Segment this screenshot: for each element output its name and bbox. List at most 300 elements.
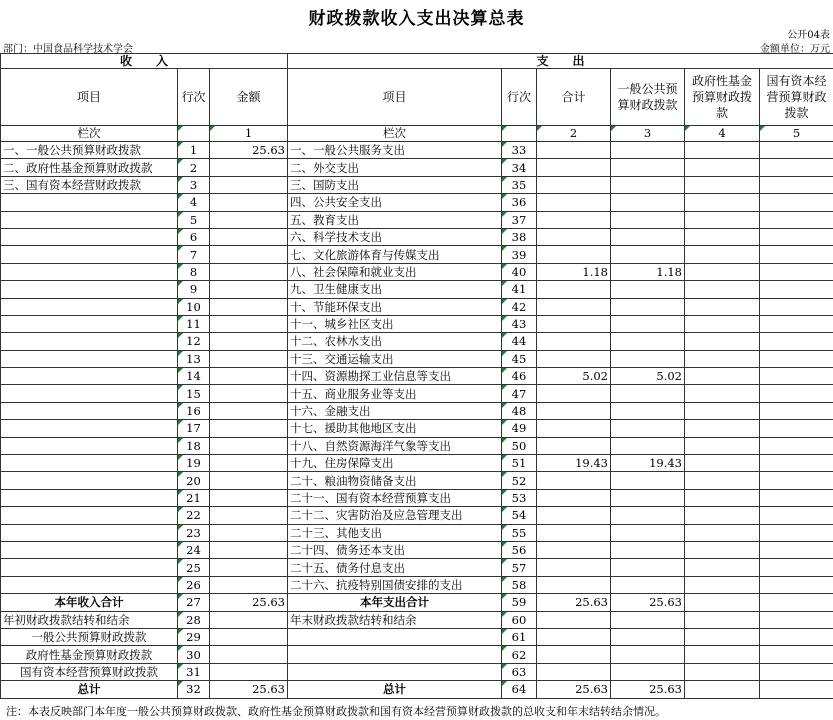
expense-fund <box>685 385 760 402</box>
expense-general <box>611 194 685 211</box>
income-item: 三、国有资本经营财政拨款 <box>1 176 178 193</box>
income-line-no: 4 <box>178 194 210 211</box>
expense-line-no: 63 <box>502 663 537 680</box>
expense-general <box>611 507 685 524</box>
income-amount <box>210 489 288 506</box>
expense-fund <box>685 333 760 350</box>
expense-fund <box>685 472 760 489</box>
table-row <box>1 333 833 350</box>
col-header-exp-item: 项目 <box>288 69 502 126</box>
income-item <box>1 315 178 332</box>
expense-state <box>760 194 833 211</box>
income-line-no: 7 <box>178 246 210 263</box>
income-item: 总计 <box>1 681 178 698</box>
expense-state <box>760 333 833 350</box>
expense-total <box>537 176 611 193</box>
expense-state <box>760 663 833 680</box>
income-item <box>1 576 178 593</box>
expense-total <box>537 541 611 558</box>
expense-general <box>611 576 685 593</box>
lanci-col-2: 2 <box>537 126 611 142</box>
income-amount <box>210 437 288 454</box>
income-line-no: 20 <box>178 472 210 489</box>
income-item: 本年收入合计 <box>1 594 178 611</box>
income-amount: 25.63 <box>210 681 288 698</box>
carryover-row <box>1 628 833 645</box>
expense-total <box>537 194 611 211</box>
expense-fund <box>685 437 760 454</box>
income-amount <box>210 420 288 437</box>
income-item <box>1 489 178 506</box>
expense-state <box>760 559 833 576</box>
expense-total <box>537 246 611 263</box>
income-amount <box>210 541 288 558</box>
income-line-no: 28 <box>178 611 210 628</box>
expense-total <box>537 142 611 159</box>
lanci-blank <box>178 126 210 142</box>
expense-fund <box>685 211 760 228</box>
expense-general <box>611 420 685 437</box>
income-item <box>1 263 178 280</box>
unit-label: 金额单位：万元 <box>760 44 830 55</box>
expense-general <box>611 159 685 176</box>
income-line-no: 30 <box>178 646 210 663</box>
income-amount <box>210 228 288 245</box>
year-total-row <box>1 594 833 611</box>
income-amount <box>210 576 288 593</box>
carryover-row <box>1 646 833 663</box>
expense-total <box>537 507 611 524</box>
col-header-amount: 金额 <box>210 69 288 126</box>
table-row <box>1 298 833 315</box>
income-amount <box>210 455 288 472</box>
expense-state <box>760 142 833 159</box>
expense-general <box>611 315 685 332</box>
income-line-no: 16 <box>178 402 210 419</box>
income-item <box>1 350 178 367</box>
income-line-no: 2 <box>178 159 210 176</box>
income-item <box>1 228 178 245</box>
income-amount <box>210 402 288 419</box>
expense-general: 25.63 <box>611 681 685 698</box>
income-item <box>1 281 178 298</box>
expense-fund <box>685 263 760 280</box>
expense-fund <box>685 611 760 628</box>
expense-fund <box>685 246 760 263</box>
expense-fund <box>685 681 760 698</box>
income-line-no: 6 <box>178 228 210 245</box>
income-line-no: 32 <box>178 681 210 698</box>
expense-total <box>537 211 611 228</box>
expense-item: 十、节能环保支出 <box>288 298 502 315</box>
expense-state <box>760 159 833 176</box>
income-amount <box>210 211 288 228</box>
expense-fund <box>685 142 760 159</box>
income-line-no: 10 <box>178 298 210 315</box>
income-item <box>1 402 178 419</box>
col-header-fund: 政府性基金预算财政拨款 <box>685 69 760 126</box>
expense-total <box>537 489 611 506</box>
expense-fund <box>685 350 760 367</box>
table-row <box>1 524 833 541</box>
expense-fund <box>685 159 760 176</box>
expense-line-no: 50 <box>502 437 537 454</box>
income-line-no: 14 <box>178 368 210 385</box>
lanci-exp-blank <box>502 126 537 142</box>
expense-general <box>611 628 685 645</box>
table-row <box>1 194 833 211</box>
income-item <box>1 524 178 541</box>
expense-fund <box>685 507 760 524</box>
expense-total <box>537 611 611 628</box>
expense-general <box>611 559 685 576</box>
expense-line-no: 51 <box>502 455 537 472</box>
budget-table <box>0 53 833 699</box>
table-row <box>1 211 833 228</box>
expense-total <box>537 402 611 419</box>
expense-line-no: 37 <box>502 211 537 228</box>
income-item <box>1 420 178 437</box>
expense-general <box>611 246 685 263</box>
table-row <box>1 142 833 159</box>
expense-state <box>760 437 833 454</box>
column-header-row <box>1 69 833 126</box>
income-amount <box>210 194 288 211</box>
expense-item: 九、卫生健康支出 <box>288 281 502 298</box>
income-line-no: 11 <box>178 315 210 332</box>
expense-state <box>760 176 833 193</box>
expense-total <box>537 420 611 437</box>
income-item <box>1 437 178 454</box>
expense-item <box>288 628 502 645</box>
expense-state <box>760 646 833 663</box>
income-item <box>1 472 178 489</box>
expense-general: 19.43 <box>611 455 685 472</box>
expense-general <box>611 333 685 350</box>
income-line-no: 9 <box>178 281 210 298</box>
expense-total: 1.18 <box>537 263 611 280</box>
income-amount <box>210 281 288 298</box>
expense-item: 十四、资源勘探工业信息等支出 <box>288 368 502 385</box>
income-amount <box>210 611 288 628</box>
expense-item: 二十二、灾害防治及应急管理支出 <box>288 507 502 524</box>
expense-line-no: 46 <box>502 368 537 385</box>
expense-general <box>611 472 685 489</box>
expense-general: 1.18 <box>611 263 685 280</box>
footnote: 注：本表反映部门本年度一般公共预算财政拨款、政府性基金预算财政拨款和国有资本经营预算财政拨款的总收支和年末结转结余情况。 <box>6 705 666 718</box>
expense-line-no: 62 <box>502 646 537 663</box>
expense-line-no: 54 <box>502 507 537 524</box>
income-line-no: 21 <box>178 489 210 506</box>
expense-item: 二十、粮油物资储备支出 <box>288 472 502 489</box>
expense-state <box>760 611 833 628</box>
expense-general <box>611 663 685 680</box>
expense-line-no: 58 <box>502 576 537 593</box>
expense-state <box>760 281 833 298</box>
expense-fund <box>685 368 760 385</box>
expense-total <box>537 350 611 367</box>
expense-item: 六、科学技术支出 <box>288 228 502 245</box>
expense-item: 十八、自然资源海洋气象等支出 <box>288 437 502 454</box>
carryover-row <box>1 663 833 680</box>
expense-total <box>537 663 611 680</box>
expense-item: 十二、农林水支出 <box>288 333 502 350</box>
income-line-no: 13 <box>178 350 210 367</box>
income-amount <box>210 159 288 176</box>
expense-fund <box>685 559 760 576</box>
expense-fund <box>685 524 760 541</box>
expense-item: 四、公共安全支出 <box>288 194 502 211</box>
expense-total <box>537 472 611 489</box>
income-amount <box>210 246 288 263</box>
col-header-general: 一般公共预算财政拨款 <box>611 69 685 126</box>
table-row <box>1 159 833 176</box>
table-row <box>1 263 833 280</box>
expense-state <box>760 385 833 402</box>
expense-general <box>611 437 685 454</box>
expense-item: 二、外交支出 <box>288 159 502 176</box>
lanci-exp-label: 栏次 <box>288 126 502 142</box>
income-item: 一般公共预算财政拨款 <box>1 628 178 645</box>
expense-line-no: 42 <box>502 298 537 315</box>
expense-line-no: 45 <box>502 350 537 367</box>
expense-state <box>760 455 833 472</box>
expense-total: 25.63 <box>537 681 611 698</box>
expense-item: 十七、援助其他地区支出 <box>288 420 502 437</box>
expense-total: 5.02 <box>537 368 611 385</box>
expense-line-no: 33 <box>502 142 537 159</box>
lanci-label: 栏次 <box>1 126 178 142</box>
expense-fund <box>685 576 760 593</box>
expense-total <box>537 628 611 645</box>
expense-total: 19.43 <box>537 455 611 472</box>
table-row <box>1 385 833 402</box>
expense-line-no: 59 <box>502 594 537 611</box>
expense-state <box>760 472 833 489</box>
income-amount <box>210 176 288 193</box>
expense-state <box>760 211 833 228</box>
expense-line-no: 36 <box>502 194 537 211</box>
income-amount <box>210 385 288 402</box>
expense-general <box>611 611 685 628</box>
income-amount <box>210 350 288 367</box>
expense-state <box>760 263 833 280</box>
expense-item: 十九、住房保障支出 <box>288 455 502 472</box>
income-amount <box>210 663 288 680</box>
table-row <box>1 420 833 437</box>
lanci-row <box>1 126 833 142</box>
expense-general <box>611 541 685 558</box>
col-header-total: 合计 <box>537 69 611 126</box>
income-line-no: 19 <box>178 455 210 472</box>
lanci-col-5: 5 <box>760 126 833 142</box>
expense-general <box>611 298 685 315</box>
expense-item <box>288 646 502 663</box>
expense-state <box>760 576 833 593</box>
income-item <box>1 194 178 211</box>
expense-item: 十五、商业服务业等支出 <box>288 385 502 402</box>
income-item: 年初财政拨款结转和结余 <box>1 611 178 628</box>
expense-item: 十六、金融支出 <box>288 402 502 419</box>
expense-line-no: 47 <box>502 385 537 402</box>
income-section-header: 收 入 <box>1 54 288 69</box>
income-item <box>1 541 178 558</box>
income-line-no: 3 <box>178 176 210 193</box>
expense-general <box>611 385 685 402</box>
expense-total <box>537 524 611 541</box>
expense-line-no: 43 <box>502 315 537 332</box>
income-line-no: 12 <box>178 333 210 350</box>
expense-item: 二十四、债务还本支出 <box>288 541 502 558</box>
expense-state <box>760 402 833 419</box>
income-item <box>1 333 178 350</box>
expense-item: 二十三、其他支出 <box>288 524 502 541</box>
expense-state <box>760 489 833 506</box>
expense-state <box>760 420 833 437</box>
income-line-no: 5 <box>178 211 210 228</box>
expense-total <box>537 228 611 245</box>
income-line-no: 31 <box>178 663 210 680</box>
table-row <box>1 176 833 193</box>
expense-line-no: 55 <box>502 524 537 541</box>
income-amount <box>210 298 288 315</box>
expense-line-no: 52 <box>502 472 537 489</box>
col-header-exp-line: 行次 <box>502 69 537 126</box>
income-line-no: 29 <box>178 628 210 645</box>
income-line-no: 25 <box>178 559 210 576</box>
expense-fund <box>685 646 760 663</box>
expense-general <box>611 402 685 419</box>
expense-item: 五、教育支出 <box>288 211 502 228</box>
expense-item: 一、一般公共服务支出 <box>288 142 502 159</box>
table-row <box>1 315 833 332</box>
expense-general <box>611 350 685 367</box>
table-row <box>1 541 833 558</box>
table-row <box>1 472 833 489</box>
expense-fund <box>685 315 760 332</box>
expense-state <box>760 298 833 315</box>
expense-state <box>760 507 833 524</box>
expense-general <box>611 211 685 228</box>
table-row <box>1 559 833 576</box>
income-line-no: 23 <box>178 524 210 541</box>
income-amount <box>210 628 288 645</box>
expense-state <box>760 368 833 385</box>
income-item: 政府性基金预算财政拨款 <box>1 646 178 663</box>
expense-item: 总计 <box>288 681 502 698</box>
income-amount <box>210 507 288 524</box>
income-line-no: 8 <box>178 263 210 280</box>
expense-item: 八、社会保障和就业支出 <box>288 263 502 280</box>
expense-line-no: 39 <box>502 246 537 263</box>
col-header-item: 项目 <box>1 69 178 126</box>
income-item: 一、一般公共预算财政拨款 <box>1 142 178 159</box>
expense-line-no: 44 <box>502 333 537 350</box>
expense-fund <box>685 281 760 298</box>
income-amount <box>210 333 288 350</box>
income-item: 国有资本经营预算财政拨款 <box>1 663 178 680</box>
expense-fund <box>685 228 760 245</box>
income-amount <box>210 472 288 489</box>
expense-fund <box>685 541 760 558</box>
expense-line-no: 48 <box>502 402 537 419</box>
expense-item <box>288 663 502 680</box>
table-row <box>1 507 833 524</box>
expense-state <box>760 628 833 645</box>
department-label: 部门：中国食品科学技术学会 <box>3 44 133 55</box>
expense-state <box>760 228 833 245</box>
income-line-no: 26 <box>178 576 210 593</box>
expense-total: 25.63 <box>537 594 611 611</box>
expense-item: 二十六、抗疫特别国债安排的支出 <box>288 576 502 593</box>
table-row <box>1 281 833 298</box>
expense-line-no: 64 <box>502 681 537 698</box>
expense-item: 十三、交通运输支出 <box>288 350 502 367</box>
expense-section-header: 支 出 <box>288 54 833 69</box>
expense-line-no: 61 <box>502 628 537 645</box>
expense-total <box>537 315 611 332</box>
expense-item: 十一、城乡社区支出 <box>288 315 502 332</box>
expense-line-no: 56 <box>502 541 537 558</box>
expense-fund <box>685 194 760 211</box>
table-row <box>1 455 833 472</box>
expense-line-no: 35 <box>502 176 537 193</box>
page-title: 财政拨款收入支出决算总表 <box>308 9 525 29</box>
expense-item: 本年支出合计 <box>288 594 502 611</box>
expense-state <box>760 541 833 558</box>
expense-total <box>537 385 611 402</box>
income-item <box>1 559 178 576</box>
expense-item: 七、文化旅游体育与传媒支出 <box>288 246 502 263</box>
carryover-row <box>1 611 833 628</box>
expense-state <box>760 246 833 263</box>
expense-fund <box>685 489 760 506</box>
expense-state <box>760 594 833 611</box>
table-row <box>1 437 833 454</box>
income-item <box>1 368 178 385</box>
income-item <box>1 507 178 524</box>
expense-state <box>760 350 833 367</box>
lanci-col-4: 4 <box>685 126 760 142</box>
expense-fund <box>685 176 760 193</box>
expense-total <box>537 298 611 315</box>
expense-fund <box>685 455 760 472</box>
income-amount <box>210 263 288 280</box>
expense-state <box>760 524 833 541</box>
expense-fund <box>685 402 760 419</box>
income-line-no: 18 <box>178 437 210 454</box>
table-row <box>1 350 833 367</box>
expense-total <box>537 646 611 663</box>
income-amount: 25.63 <box>210 142 288 159</box>
expense-total <box>537 159 611 176</box>
expense-line-no: 40 <box>502 263 537 280</box>
col-header-line: 行次 <box>178 69 210 126</box>
income-amount: 25.63 <box>210 594 288 611</box>
table-row <box>1 489 833 506</box>
expense-line-no: 41 <box>502 281 537 298</box>
income-amount <box>210 559 288 576</box>
income-amount <box>210 524 288 541</box>
table-row <box>1 576 833 593</box>
expense-general: 5.02 <box>611 368 685 385</box>
expense-fund <box>685 663 760 680</box>
expense-state <box>760 681 833 698</box>
expense-item: 年末财政拨款结转和结余 <box>288 611 502 628</box>
grand-total-row <box>1 681 833 698</box>
lanci-col-1: 1 <box>210 126 288 142</box>
table-row <box>1 402 833 419</box>
